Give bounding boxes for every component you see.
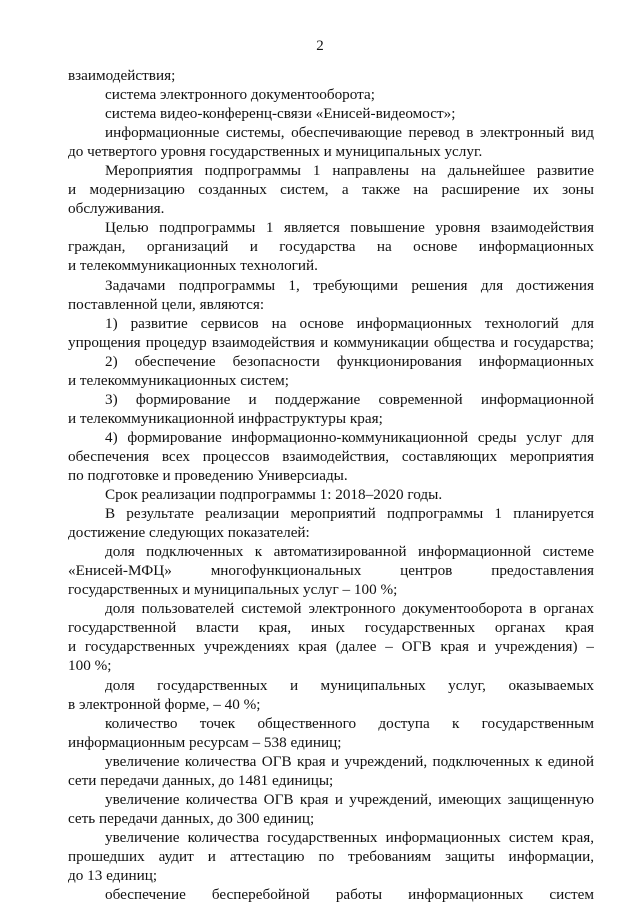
text-line: Целью подпрограммы 1 является повышение уровня взаимодействия [105,219,594,237]
text-line: граждан, организаций и государства на основе информационных [68,238,594,256]
text-line: до 13 единиц; [68,866,158,884]
text-line: и модернизацию созданных систем, а также на расширение их зоны [68,181,594,199]
text-line: достижение следующих показателей: [68,524,310,542]
text-line: и телекоммуникационных систем; [68,371,290,389]
text-line: и государственных учреждениях края (далее – ОГВ края и учреждения) – [68,638,594,656]
text-line: государственной власти края, иных государственных органах края [68,619,594,637]
text-line: система электронного документооборота; [105,86,375,104]
text-line: по подготовке и проведению Универсиады. [68,466,348,484]
text-line: увеличение количества ОГВ края и учреждений, подключенных к единой [105,752,594,770]
text-line: увеличение количества ОГВ края и учреждений, имеющих защищенную [105,790,594,808]
text-line: 1) развитие сервисов на основе информационных технологий для [105,314,594,332]
text-line: в электронной форме, – 40 %; [68,695,261,713]
text-line: взаимодействия; [68,67,176,84]
text-line: доля пользователей системой электронного документооборота в органах [105,600,594,618]
text-line: 4) формирование информационно-коммуникационной среды услуг для [105,428,594,446]
text-line: 100 %; [68,657,112,675]
text-line: доля подключенных к автоматизированной информационной системе [105,543,594,561]
text-line: информационным ресурсам – 538 единиц; [68,733,342,751]
text-line: В результате реализации мероприятий подпрограммы 1 планируется [105,505,594,523]
text-line: сеть передачи данных, до 300 единиц; [68,809,315,827]
text-line: упрощения процедур взаимодействия и коммуникации общества и государства; [68,333,594,351]
text-line: 2) обеспечение безопасности функционирования информационных [105,352,594,370]
text-line: обеспечение бесперебойной работы информационных систем [105,886,594,904]
text-line: обеспечения всех процессов взаимодействия, составляющих мероприятия [68,447,594,465]
text-line: увеличение количества государственных информационных систем края, [105,828,594,846]
text-line: обслуживания. [68,200,165,218]
page-number: 2 [316,38,324,54]
text-line: количество точек общественного доступа к государственным [105,714,594,732]
text-line: до четвертого уровня государственных и муниципальных услуг. [68,143,483,161]
text-line: поставленной цели, являются: [68,295,265,313]
text-line: государственных и муниципальных услуг – 100 %; [68,581,398,599]
text-line: «Енисей-МФЦ» многофункциональных центров предоставления [68,562,594,580]
text-line: и телекоммуникационной инфраструктуры края; [68,409,383,427]
text-line: информационные системы, обеспечивающие перевод в электронный вид [105,124,594,142]
document-body [68,66,594,904]
text-line: Задачами подпрограммы 1, требующими решения для достижения [105,276,594,294]
text-line: Мероприятия подпрограммы 1 направлены на дальнейшее развитие [105,162,594,180]
text-line: и телекоммуникационных технологий. [68,257,318,275]
text-line: сети передачи данных, до 1481 единицы; [68,771,334,789]
text-line: Срок реализации подпрограммы 1: 2018–2020 годы. [105,486,443,504]
text-line: прошедших аудит и аттестацию по требованиям защиты информации, [68,847,594,865]
text-line: 3) формирование и поддержание современной информационной [105,390,594,408]
text-line: система видео-конференц-связи «Енисей-видеомост»; [105,105,456,123]
text-line: доля государственных и муниципальных услуг, оказываемых [105,676,594,694]
